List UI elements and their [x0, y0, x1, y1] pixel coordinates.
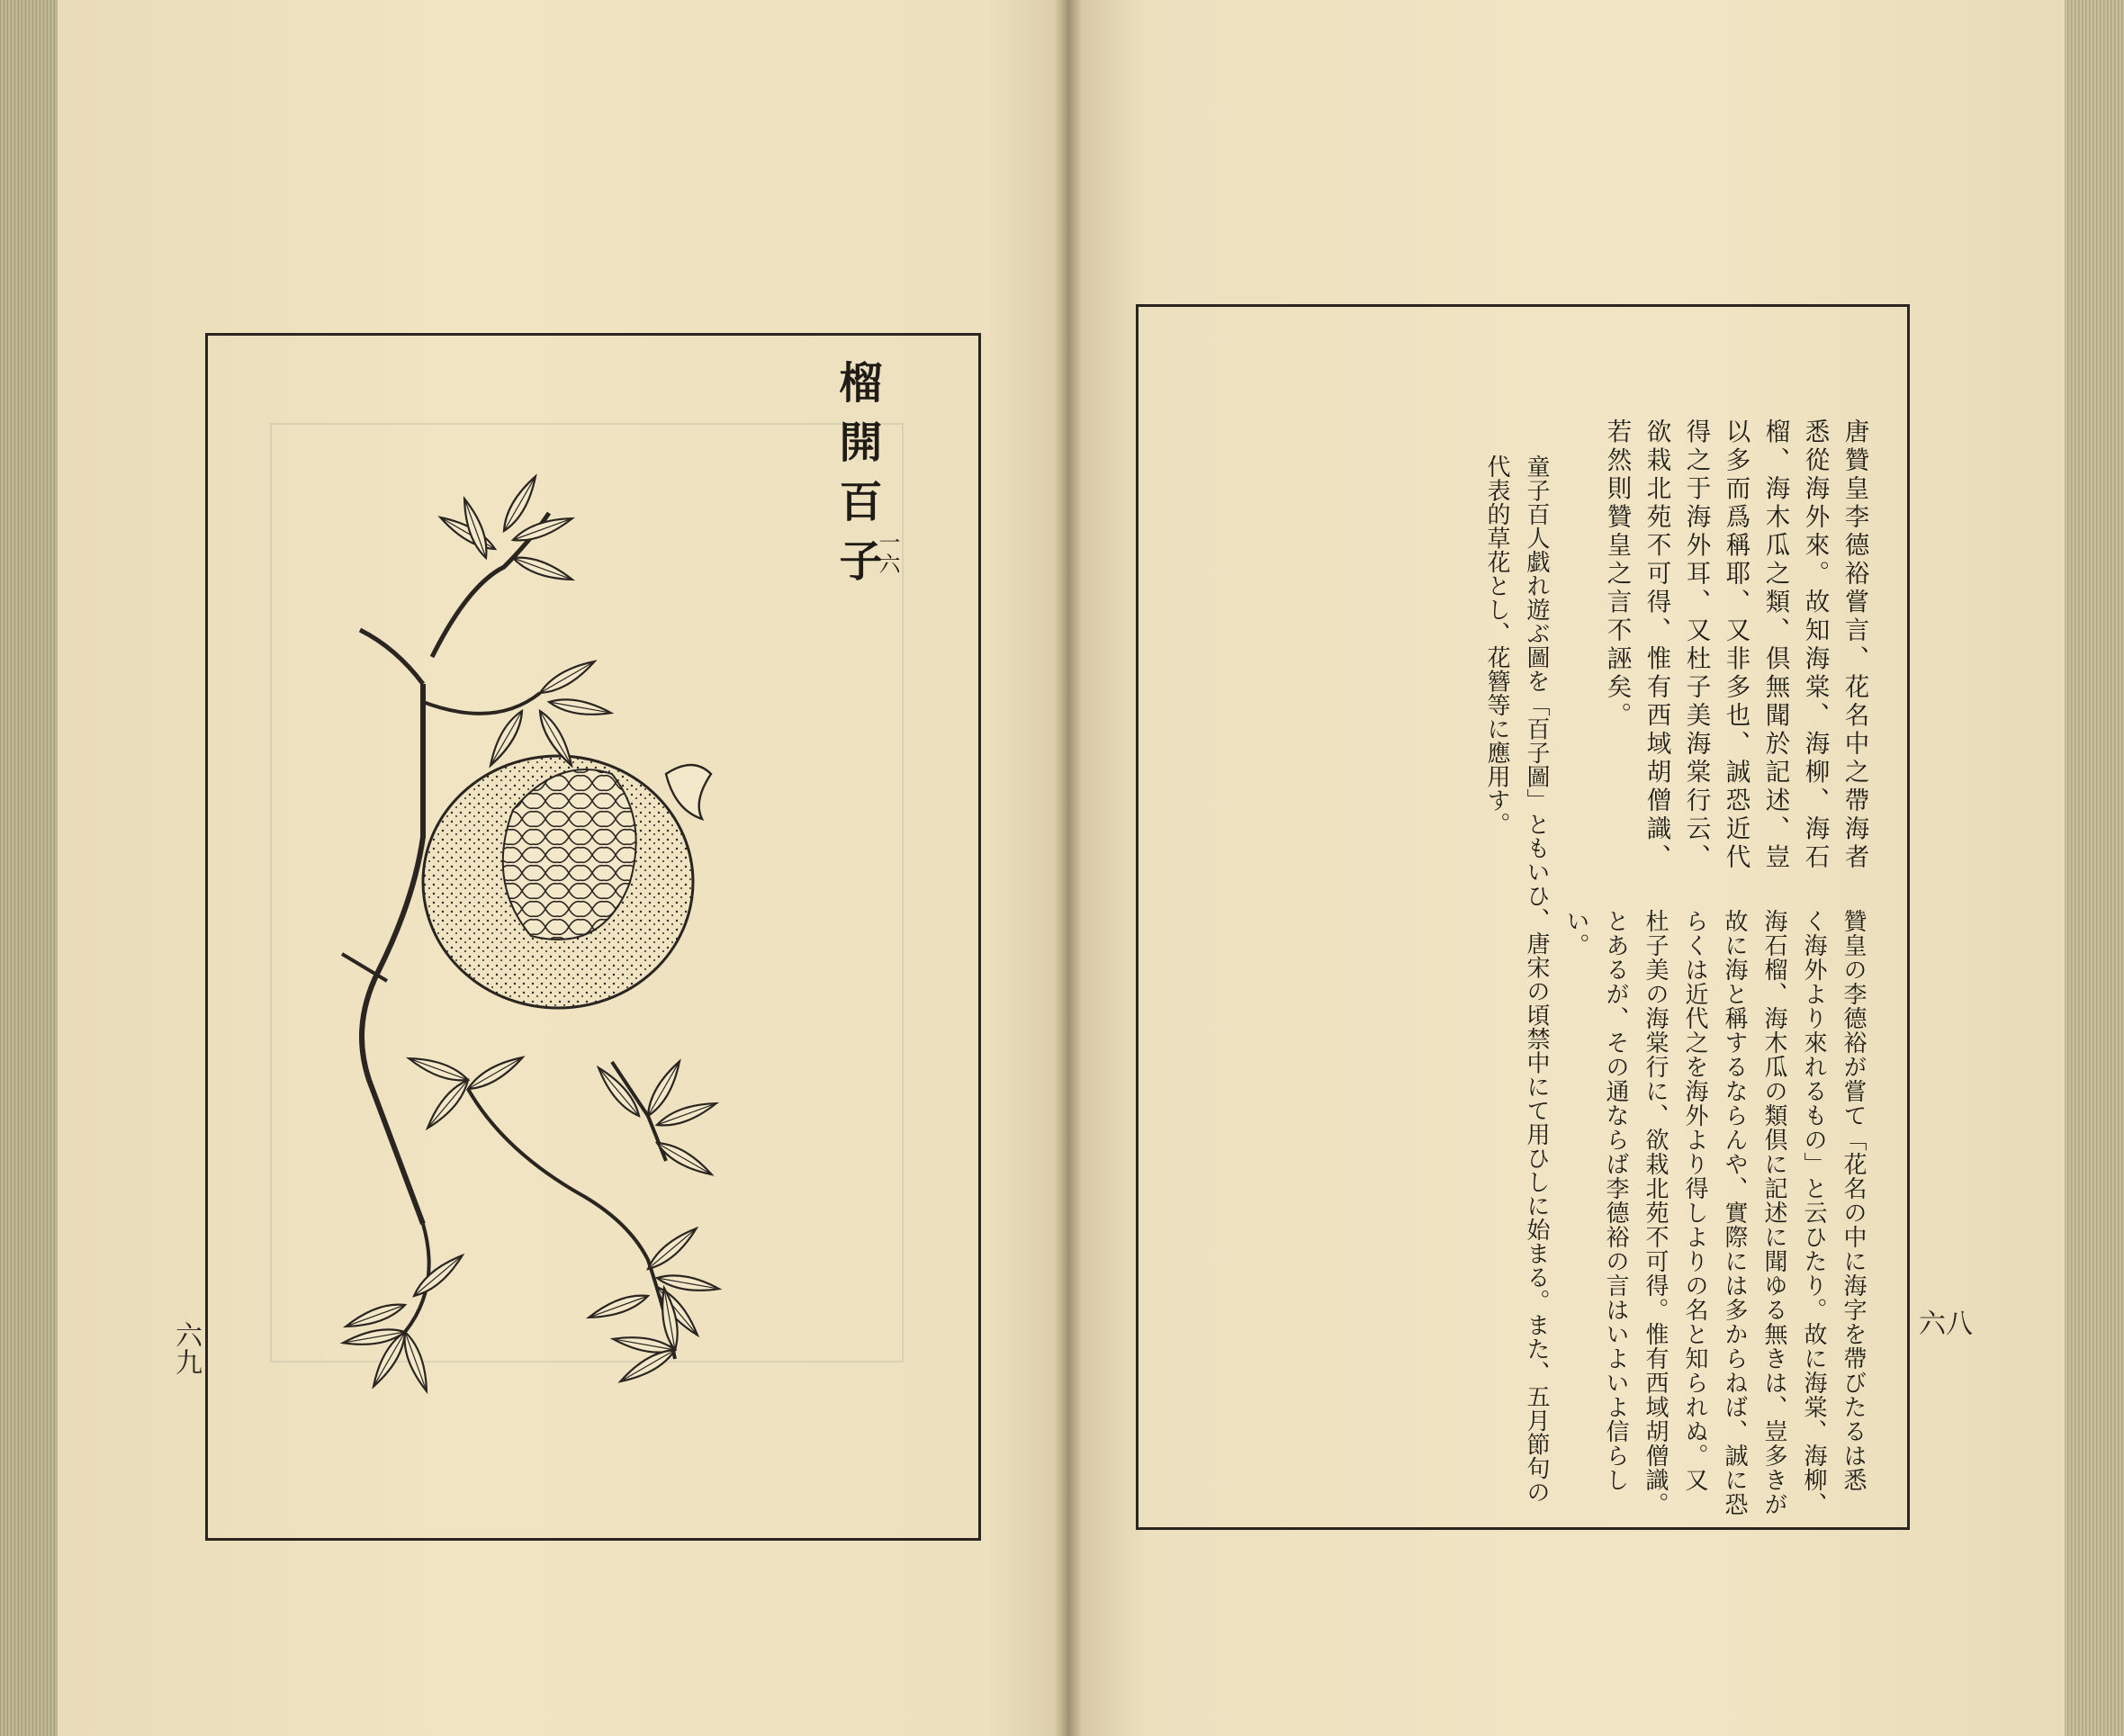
kanbun-line: 榴、海木瓜之類、倶無聞於記述、豈 [1760, 418, 1790, 872]
commentary-line: 童子百人戯れ遊ぶ圖を「百子圖」ともいひ、唐宋の頃禁中にて用ひしに始まる。また、五月節句の [1523, 454, 1550, 1504]
translation-line: 故に海と稱するならんや、實際には多からねば、誠に恐 [1721, 909, 1748, 1516]
translation-line: とあるが、その通ならば李德裕の言はいよいよ信らし [1602, 909, 1629, 1492]
plate-title: 榴開百子 [832, 360, 882, 598]
page-edges-left [0, 0, 58, 1736]
commentary-line: 代表的草花とし、花簪等に應用す。 [1483, 454, 1510, 836]
translation-line: らくは近代之を海外より得しよりの名と知られぬ。又 [1681, 909, 1708, 1492]
page-number-right: 六八 [1919, 1309, 1973, 1340]
kanbun-line: 唐贊皇李德裕嘗言、花名中之帶海者 [1840, 418, 1869, 872]
translation-line: く海外より來れるもの」と云ひたり。故に海棠、海柳、 [1800, 909, 1827, 1516]
kanbun-line: 得之于海外耳、又杜子美海棠行云、 [1681, 418, 1711, 872]
translation-line: 杜子美の海棠行に、欲栽北苑不可得。惟有西域胡僧識。 [1642, 909, 1669, 1516]
kanbun-line: 若然則贊皇之言不誣矣。 [1602, 418, 1632, 731]
translation-line: い。 [1562, 909, 1589, 958]
book-gutter [1055, 0, 1082, 1736]
translation-line: 海石榴、海木瓜の類倶に記述に聞ゆる無きは、豈多きが [1760, 909, 1787, 1516]
pomegranate-branch-drawing [288, 432, 828, 1467]
page-edges-right [2065, 0, 2124, 1736]
kanbun-line: 欲栽北苑不可得、惟有西域胡僧識、 [1642, 418, 1671, 872]
page-number-left: 六九 [170, 1321, 202, 1375]
kanbun-line: 悉從海外來。故知海棠、海柳、海石 [1800, 418, 1830, 872]
plate-number: 一六 [875, 531, 900, 574]
kanbun-line: 以多而爲稱耶、又非多也、誠恐近代 [1721, 418, 1750, 872]
translation-line: 贊皇の李德裕が嘗て「花名の中に海字を帶びたるは悉 [1840, 909, 1867, 1492]
